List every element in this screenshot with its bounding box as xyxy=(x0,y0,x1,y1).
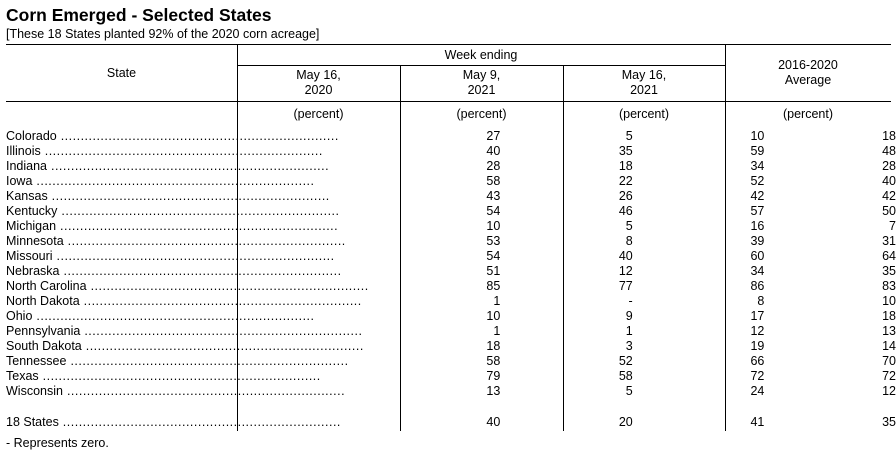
leader-dots: ...................................................................... xyxy=(40,144,323,158)
state-cell xyxy=(6,369,369,384)
value-cell-4: 35 xyxy=(882,415,896,429)
value-cell-2: 35 xyxy=(618,144,633,158)
table-row xyxy=(6,189,896,204)
table-subtitle: [These 18 States planted 92% of the 2020 corn acreage] xyxy=(6,27,320,41)
value-cell-1: 51 xyxy=(486,264,501,278)
unit-col2: (percent) xyxy=(456,107,507,121)
state-cell xyxy=(6,174,369,189)
table-row xyxy=(6,204,896,219)
value-cell-3: 34 xyxy=(750,264,765,278)
unit-col1: (percent) xyxy=(293,107,344,121)
value-cell-1: 54 xyxy=(486,204,501,218)
value-cell-4: 10 xyxy=(882,294,896,308)
leader-dots: ...................................................................... xyxy=(59,264,342,278)
leader-dots: ...................................................................... xyxy=(81,339,364,353)
state-cell xyxy=(6,129,369,144)
value-cell-4: 13 xyxy=(882,324,896,338)
value-cell-2: 26 xyxy=(618,189,633,203)
unit-col3: (percent) xyxy=(618,107,670,121)
value-cell-1: 40 xyxy=(486,144,501,158)
leader-dots: ...................................................................... xyxy=(38,369,321,383)
value-cell-3: 66 xyxy=(750,354,765,368)
header-col2 xyxy=(400,68,563,98)
value-cell-4: 18 xyxy=(882,129,896,143)
value-cell-2: 22 xyxy=(618,174,633,188)
leader-dots: ...................................................................... xyxy=(80,324,363,338)
leader-dots: ...................................................................... xyxy=(66,354,349,368)
state-name: Iowa xyxy=(6,174,33,188)
header-col1-line1: May 16, xyxy=(296,68,341,82)
value-cell-3: 39 xyxy=(750,234,765,248)
value-cell-1: 85 xyxy=(486,279,501,293)
value-cell-4: 64 xyxy=(882,249,896,263)
value-cell-1: 1 xyxy=(493,294,501,308)
value-cell-3: 8 xyxy=(757,294,765,308)
value-cell-4: 50 xyxy=(882,204,896,218)
value-cell-2: 5 xyxy=(625,384,633,398)
leader-dots: ...................................................................... xyxy=(63,234,346,248)
header-col3-line1: May 16, xyxy=(621,68,667,82)
value-cell-4: 12 xyxy=(882,384,896,398)
header-col2-line2: 2021 xyxy=(467,83,496,97)
header-col3 xyxy=(563,68,725,98)
value-cell-3: 24 xyxy=(750,384,765,398)
value-cell-3: 10 xyxy=(750,129,765,143)
leader-dots: ...................................................................... xyxy=(58,415,341,429)
state-cell xyxy=(6,279,369,294)
value-cell-2: 12 xyxy=(618,264,633,278)
state-name: Texas xyxy=(6,369,39,383)
value-cell-2: 1 xyxy=(625,324,633,338)
value-cell-4: 48 xyxy=(882,144,896,158)
value-cell-3: 57 xyxy=(750,204,765,218)
week-ending-rule xyxy=(237,65,725,66)
leader-dots: ...................................................................... xyxy=(47,189,330,203)
table-row xyxy=(6,339,896,354)
table-row xyxy=(6,129,896,144)
table-title: Corn Emerged - Selected States xyxy=(6,5,272,25)
state-name: Indiana xyxy=(6,159,48,173)
state-name: Nebraska xyxy=(6,264,60,278)
state-cell xyxy=(6,159,369,174)
data-table-body xyxy=(6,129,896,430)
footnote: - Represents zero. xyxy=(6,436,109,450)
table-row xyxy=(6,234,896,249)
header-col4-line1: 2016-2020 xyxy=(778,58,838,72)
value-cell-1: 79 xyxy=(486,369,501,383)
value-cell-2: 5 xyxy=(625,219,633,233)
value-cell-4: 14 xyxy=(882,339,896,353)
table-row xyxy=(6,174,896,189)
value-cell-4: 70 xyxy=(882,354,896,368)
table-row xyxy=(6,324,896,339)
state-cell xyxy=(6,204,369,219)
leader-dots: ...................................................................... xyxy=(32,309,315,323)
state-cell xyxy=(6,249,369,264)
value-cell-2: 58 xyxy=(618,369,633,383)
state-cell xyxy=(6,294,369,309)
value-cell-2: 40 xyxy=(618,249,633,263)
total-row xyxy=(6,415,896,430)
leader-dots: ...................................................................... xyxy=(32,174,315,188)
unit-col4: (percent) xyxy=(782,107,834,121)
leader-dots: ...................................................................... xyxy=(47,159,330,173)
value-cell-3: 72 xyxy=(750,369,765,383)
value-cell-2: 9 xyxy=(625,309,633,323)
value-cell-3: 86 xyxy=(750,279,765,293)
header-col1-line2: 2020 xyxy=(304,83,333,97)
leader-dots: ...................................................................... xyxy=(56,129,339,143)
state-name: North Dakota xyxy=(6,294,80,308)
table-row xyxy=(6,264,896,279)
state-cell xyxy=(6,219,369,234)
state-name: Pennsylvania xyxy=(6,324,81,338)
value-cell-4: 42 xyxy=(882,189,896,203)
header-week-ending: Week ending xyxy=(444,48,518,62)
state-name: 18 States xyxy=(6,415,59,429)
value-cell-4: 28 xyxy=(882,159,896,173)
value-cell-1: 58 xyxy=(486,174,501,188)
state-cell xyxy=(6,354,369,369)
value-cell-2: 46 xyxy=(618,204,633,218)
value-cell-1: 54 xyxy=(486,249,501,263)
header-col3-line2: 2021 xyxy=(630,83,658,97)
value-cell-4: 18 xyxy=(882,309,896,323)
value-cell-2: 52 xyxy=(618,354,633,368)
value-cell-3: 42 xyxy=(750,189,765,203)
state-name: Kansas xyxy=(6,189,48,203)
value-cell-3: 16 xyxy=(750,219,765,233)
leader-dots: ...................................................................... xyxy=(52,249,335,263)
value-cell-1: 28 xyxy=(486,159,501,173)
value-cell-1: 43 xyxy=(486,189,501,203)
table-row xyxy=(6,219,896,234)
state-name: Tennessee xyxy=(6,354,67,368)
state-cell xyxy=(6,339,369,354)
value-cell-1: 58 xyxy=(486,354,501,368)
value-cell-3: 12 xyxy=(750,324,765,338)
state-name: Ohio xyxy=(6,309,33,323)
header-col4 xyxy=(725,58,891,88)
table-row xyxy=(6,294,896,309)
value-cell-1: 10 xyxy=(486,309,501,323)
table-row xyxy=(6,249,896,264)
leader-dots: ...................................................................... xyxy=(57,204,340,218)
state-name: Illinois xyxy=(6,144,41,158)
spacer-row xyxy=(6,399,896,415)
value-cell-1: 18 xyxy=(486,339,501,353)
state-cell xyxy=(6,384,369,399)
value-cell-4: 35 xyxy=(882,264,896,278)
value-cell-4: 31 xyxy=(882,234,896,248)
value-cell-1: 27 xyxy=(486,129,501,143)
header-state: State xyxy=(106,66,137,80)
spacer-cell xyxy=(6,399,896,415)
value-cell-2: 77 xyxy=(618,279,633,293)
state-cell xyxy=(6,324,369,339)
leader-dots: ...................................................................... xyxy=(56,219,339,233)
state-cell xyxy=(6,144,369,159)
value-cell-2: 18 xyxy=(618,159,633,173)
table-row xyxy=(6,384,896,399)
state-name: Wisconsin xyxy=(6,384,63,398)
state-name: Colorado xyxy=(6,129,57,143)
value-cell-3: 19 xyxy=(750,339,765,353)
table-row xyxy=(6,144,896,159)
value-cell-3: 41 xyxy=(750,415,765,429)
value-cell-4: 83 xyxy=(882,279,896,293)
state-cell xyxy=(6,264,369,279)
state-name: Kentucky xyxy=(6,204,58,218)
value-cell-3: 59 xyxy=(750,144,765,158)
value-cell-2: - xyxy=(628,294,633,308)
value-cell-2: 8 xyxy=(625,234,633,248)
state-cell xyxy=(6,234,369,249)
state-name: South Dakota xyxy=(6,339,82,353)
value-cell-1: 1 xyxy=(493,324,501,338)
leader-dots: ...................................................................... xyxy=(62,384,346,398)
table-row xyxy=(6,354,896,369)
header-col2-line1: May 9, xyxy=(462,68,501,82)
table-row xyxy=(6,279,896,294)
value-cell-3: 60 xyxy=(750,249,765,263)
state-name: Michigan xyxy=(6,219,57,233)
value-cell-4: 40 xyxy=(882,174,896,188)
value-cell-3: 34 xyxy=(750,159,765,173)
data-table xyxy=(6,129,896,430)
value-cell-1: 53 xyxy=(486,234,501,248)
top-rule xyxy=(6,44,891,45)
header-bottom-rule xyxy=(6,101,891,102)
state-cell xyxy=(6,189,369,204)
value-cell-3: 17 xyxy=(750,309,765,323)
value-cell-4: 72 xyxy=(882,369,896,383)
table-row xyxy=(6,309,896,324)
header-col4-line2: Average xyxy=(784,73,832,87)
table-row xyxy=(6,159,896,174)
header-col1 xyxy=(237,68,400,98)
state-cell xyxy=(6,415,369,430)
state-name: North Carolina xyxy=(6,279,87,293)
leader-dots: ...................................................................... xyxy=(79,294,362,308)
value-cell-4: 7 xyxy=(889,219,896,233)
state-name: Missouri xyxy=(6,249,53,263)
state-name: Minnesota xyxy=(6,234,64,248)
state-cell xyxy=(6,309,369,324)
value-cell-2: 3 xyxy=(625,339,633,353)
leader-dots: ...................................................................... xyxy=(86,279,369,293)
table-row xyxy=(6,369,896,384)
value-cell-1: 40 xyxy=(486,415,501,429)
value-cell-1: 13 xyxy=(486,384,501,398)
value-cell-1: 10 xyxy=(486,219,501,233)
value-cell-2: 5 xyxy=(625,129,633,143)
value-cell-3: 52 xyxy=(750,174,765,188)
value-cell-2: 20 xyxy=(618,415,633,429)
